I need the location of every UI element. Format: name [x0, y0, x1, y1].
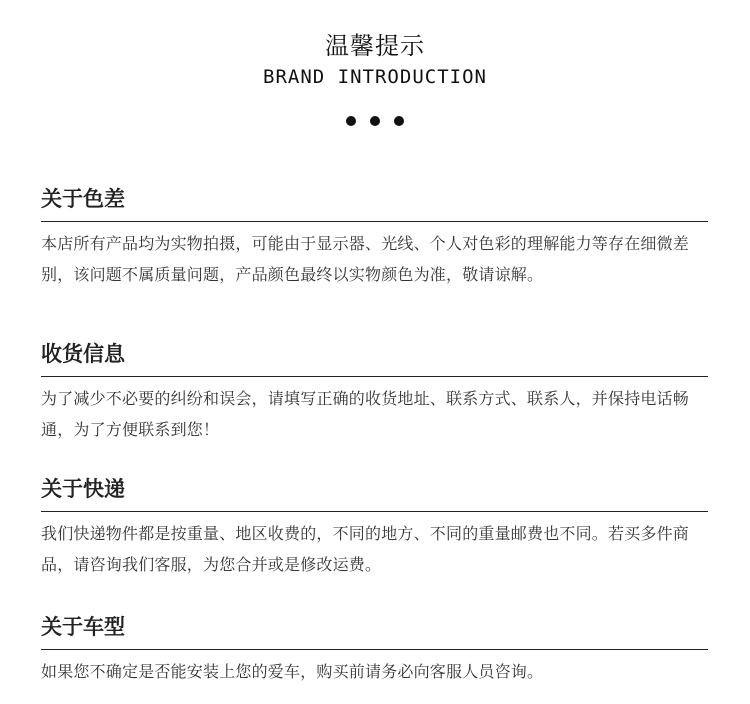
- section-body: 为了减少不必要的纠纷和误会，请填写正确的收货地址、联系方式、联系人，并保持电话畅通，为了方便联系到您！: [41, 389, 690, 439]
- page-subtitle: BRAND INTRODUCTION: [263, 66, 487, 88]
- dot-icon: [370, 116, 380, 126]
- section-title: 关于车型: [41, 613, 708, 650]
- page-title: 温馨提示: [325, 32, 425, 60]
- section-body: 我们快递物件都是按重量、地区收费的，不同的地方、不同的重量邮费也不同。若买多件商品，请咨询我们客服，为您合并或是修改运费。: [41, 524, 690, 574]
- section-title: 关于色差: [41, 185, 708, 222]
- section-vehicle-model: [41, 613, 708, 687]
- dot-icon: [346, 116, 356, 126]
- section-body: 本店所有产品均为实物拍摄，可能由于显示器、光线、个人对色彩的理解能力等存在细微差别，该问题不属质量问题，产品颜色最终以实物颜色为准，敬请谅解。: [41, 234, 690, 284]
- page-header: [0, 30, 750, 90]
- decorative-dots: [0, 116, 750, 126]
- section-delivery-info: [41, 340, 708, 445]
- dot-icon: [394, 116, 404, 126]
- section-shipping: [41, 475, 708, 580]
- section-title: 收货信息: [41, 340, 708, 377]
- section-color-difference: [41, 185, 708, 290]
- section-title: 关于快递: [41, 475, 708, 512]
- section-body: 如果您不确定是否能安装上您的爱车，购买前请务必向客服人员咨询。: [41, 662, 544, 681]
